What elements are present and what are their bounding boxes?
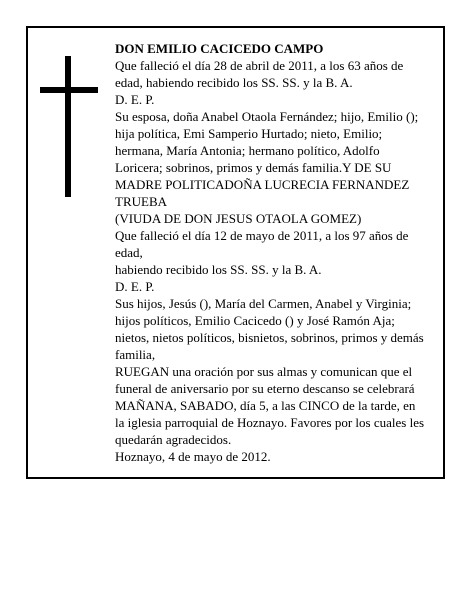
family-paragraph: Su esposa, doña Anabel Otaola Fernández; hijo, Emilio (); hija política, Emi Samperio Hurtado; nieto, Emilio; hermana, María Antonia; hermano político, Adolfo Loricera; sobrinos, primos y demás familia.Y DE SU MADRE POLITICADOÑA LUCRECIA FERNANDEZ TRUEBA [115,109,419,209]
funeral-paragraph: RUEGAN una oración por sus almas y comunican que el funeral de aniversario por su eterno descanso se celebrará MAÑANA, SABADO, día 5, a las CINCO de la tarde, en la iglesia parroquial de Hoznayo. Favores por los cuales les quedarán agradecidos. [115,364,425,447]
deceased-name: DON EMILIO CACICEDO CAMPO [115,41,324,56]
death-details: Que falleció el día 28 de abril de 2011, a los 63 años de edad, habiendo recibido los SS. SS. y la B. A. [115,58,404,90]
sacraments-line: habiendo recibido los SS. SS. y la B. A. [115,262,322,277]
cross-icon [40,56,98,197]
place-date: Hoznayo, 4 de mayo de 2012. [115,449,271,464]
obituary-notice [26,26,445,479]
rip-line: D. E. P. [115,92,155,107]
cross-horizontal-bar [40,87,98,93]
notice-text [115,40,425,465]
widow-note: (VIUDA DE DON JESUS OTAOLA GOMEZ) [115,211,362,226]
rip-line-2: D. E. P. [115,279,155,294]
family-paragraph-2: Sus hijos, Jesús (), María del Carmen, Anabel y Virginia; hijos políticos, Emilio Cacicedo () y José Ramón Aja; nietos, nietos políticos, bisnietos, sobrinos, primos y demás familia, [115,296,424,362]
cross-vertical-bar [65,56,71,197]
second-death-details: Que falleció el día 12 de mayo de 2011, a los 97 años de edad, [115,228,409,260]
